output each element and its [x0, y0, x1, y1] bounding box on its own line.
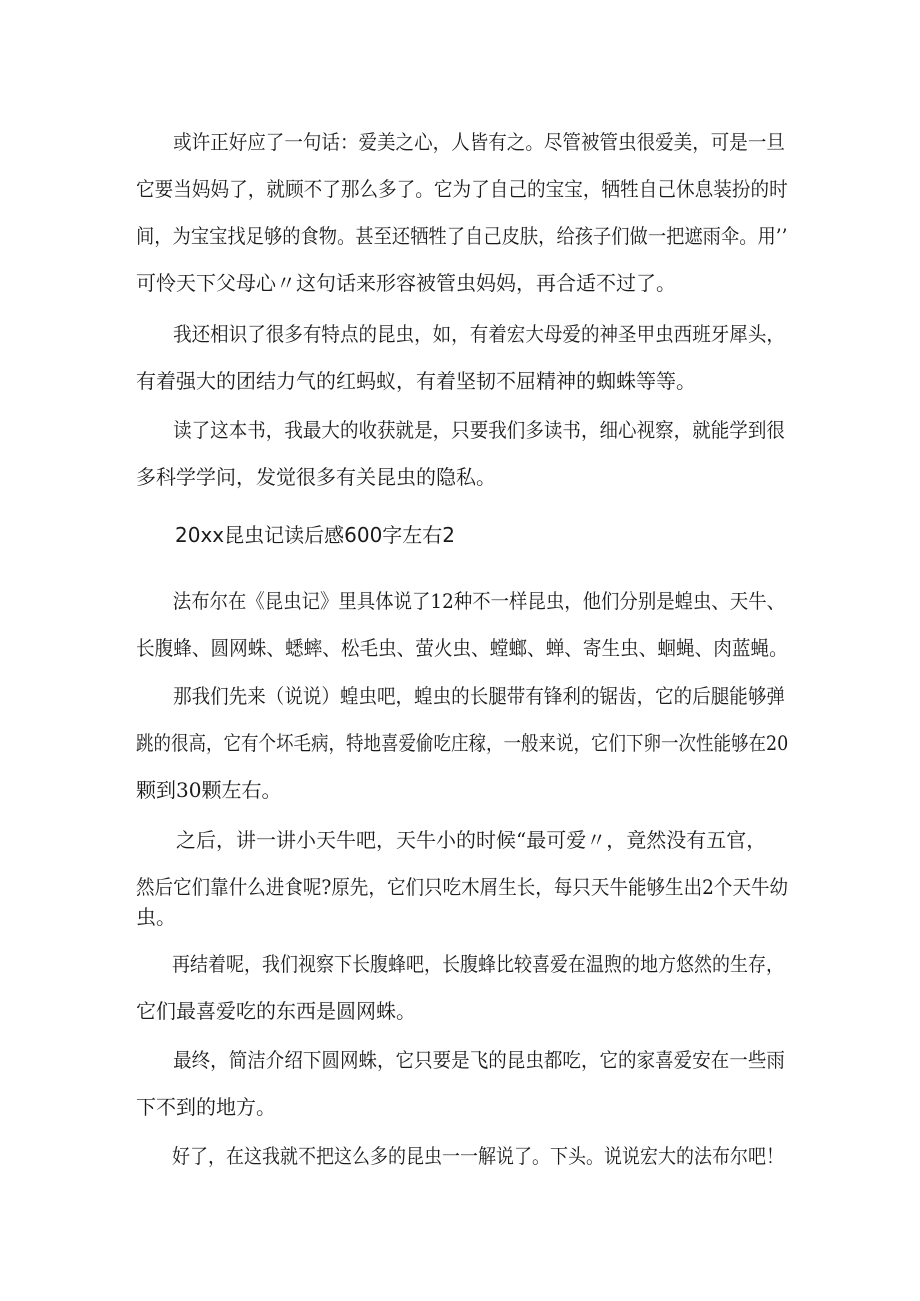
paragraph-harvest	[136, 407, 788, 501]
text-line: 间，为宝宝找足够的食物。甚至还牺牲了自己皮肤，给孩子们做一把遮雨伞。用’’	[136, 224, 788, 248]
paragraph-wasp	[136, 941, 788, 1035]
text-line: 读了这本书，我最大的收获就是，只要我们多读书，细心视察，就能学到很	[173, 418, 785, 442]
text-line: 跳的很高，它有个坏毛病，特地喜爱偷吃庄稼，一般来说，它们下卵一次性能够在20	[136, 731, 789, 755]
text-line: 好了，在这我就不把这么多的昆虫一一解说了。下头。说说宏大的法布尔吧！	[172, 1144, 784, 1168]
text-line: 我还相识了很多有特点的昆虫，如，有着宏大母爱的神圣甲虫西班牙犀头，	[173, 322, 785, 346]
paragraph-longhorn-food	[136, 872, 788, 932]
text-line: 之后，讲一讲小天牛吧，天牛小的时候“最可爱〃，竟然没有五官，	[176, 828, 767, 852]
paragraph-insects-met	[136, 311, 788, 405]
paragraph-fabre	[136, 1133, 788, 1180]
text-line: 那我们先来（说说）蝗虫吧，蝗虫的长腿带有锋利的锯齿，它的后腿能够弹	[173, 684, 785, 708]
text-line: 或许正好应了一句话：爱美之心，人皆有之。尽管被管虫很爱美，可是一旦	[173, 130, 785, 154]
text-line: 它们最喜爱吃的东西是圆网蛛。	[136, 999, 416, 1023]
paragraph-spider	[136, 1037, 788, 1131]
text-line: 多科学学问，发觉很多有关昆虫的隐私。	[136, 465, 496, 489]
text-line: 颗到30颗左右。	[136, 778, 282, 802]
text-line: 然后它们靠什么进食呢?原先，它们只吃木屑生长，每只天牛能够生出2个天牛幼	[136, 875, 789, 899]
text-line: 最终，简洁介绍下圆网蛛，它只要是飞的昆虫都吃，它的家喜爱安在一些雨	[173, 1048, 785, 1072]
paragraph-mother-love	[136, 119, 788, 307]
text-line: 再结着呢，我们视察下长腹蜂吧，长腹蜂比较喜爱在温煦的地方悠然的生存，	[172, 952, 784, 976]
text-line: 可怜天下父母心〃这句话来形容被管虫妈妈，再合适不过了。	[136, 271, 676, 295]
text-line: 法布尔在《昆虫记》里具体说了12种不一样昆虫，他们分别是蝗虫、天牛、	[172, 589, 786, 613]
paragraph-longhorn-intro	[136, 825, 788, 855]
paragraph-locust	[136, 673, 788, 814]
text-line: 它要当妈妈了，就顾不了那么多了。它为了自己的宝宝，牺牲自己休息装扮的时	[136, 177, 788, 201]
text-line: 下不到的地方。	[136, 1095, 276, 1119]
text-line: 长腹蜂、圆网蛛、蟋蟀、松毛虫、萤火虫、螳螂、蝉、寄生虫、蛔蝇、肉蓝蝇。	[136, 636, 788, 660]
text-line: 虫。	[136, 905, 176, 929]
section-heading: 20xx昆虫记读后感600字左右2	[175, 523, 456, 547]
paragraph-twelve-insects	[136, 578, 788, 672]
text-line: 有着强大的团结力气的红蚂蚁，有着坚韧不屈精神的蜘蛛等等。	[136, 369, 696, 393]
